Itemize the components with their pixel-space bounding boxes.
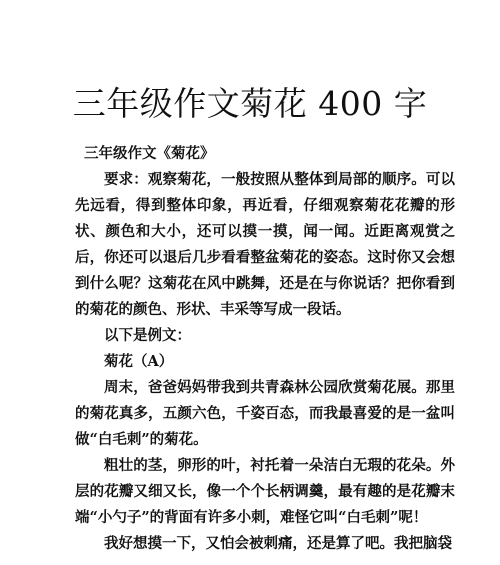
essay-subheading: 三年级作文《菊花》	[84, 145, 215, 162]
sample-essay-title: 菊花（A）	[104, 353, 174, 370]
example-intro: 以下是例文：	[104, 327, 191, 344]
sample-paragraph-2: 粗壮的茎，卵形的叶，衬托着一朵洁白无瑕的花朵。外层的花瓣又细又长，像一个个长柄调羹，最有趣的是花瓣末端“小勺子”的背面有许多小刺，难怪它叫“白毛刺”呢！	[75, 457, 455, 526]
requirements-paragraph: 要求：观察菊花，一般按照从整体到局部的顺序。可以先远看，得到整体印象，再近看，仔细观察菊花花瓣的形状、颜色和大小，还可以摸一摸，闻一闻。近距离观赏之后，你还可以退后几步看看整盆菊花的姿态。这时你又会想到什么呢？这菊花在风中跳舞，还是在与你说话？把你看到的菊花的颜色、形状、丰采等写成一段话。	[75, 171, 455, 318]
document-title: 三年级作文菊花 400 字	[72, 84, 428, 123]
sample-paragraph-1: 周末，爸爸妈妈带我到共青森林公园欣赏菊花展。那里的菊花真多，五颜六色，千姿百态，而我最喜爱的是一盆叫做“白毛刺”的菊花。	[75, 379, 455, 448]
sample-paragraph-3: 我好想摸一下，又怕会被刺痛，还是算了吧。我把脑袋	[104, 535, 452, 552]
document-body	[75, 141, 455, 557]
